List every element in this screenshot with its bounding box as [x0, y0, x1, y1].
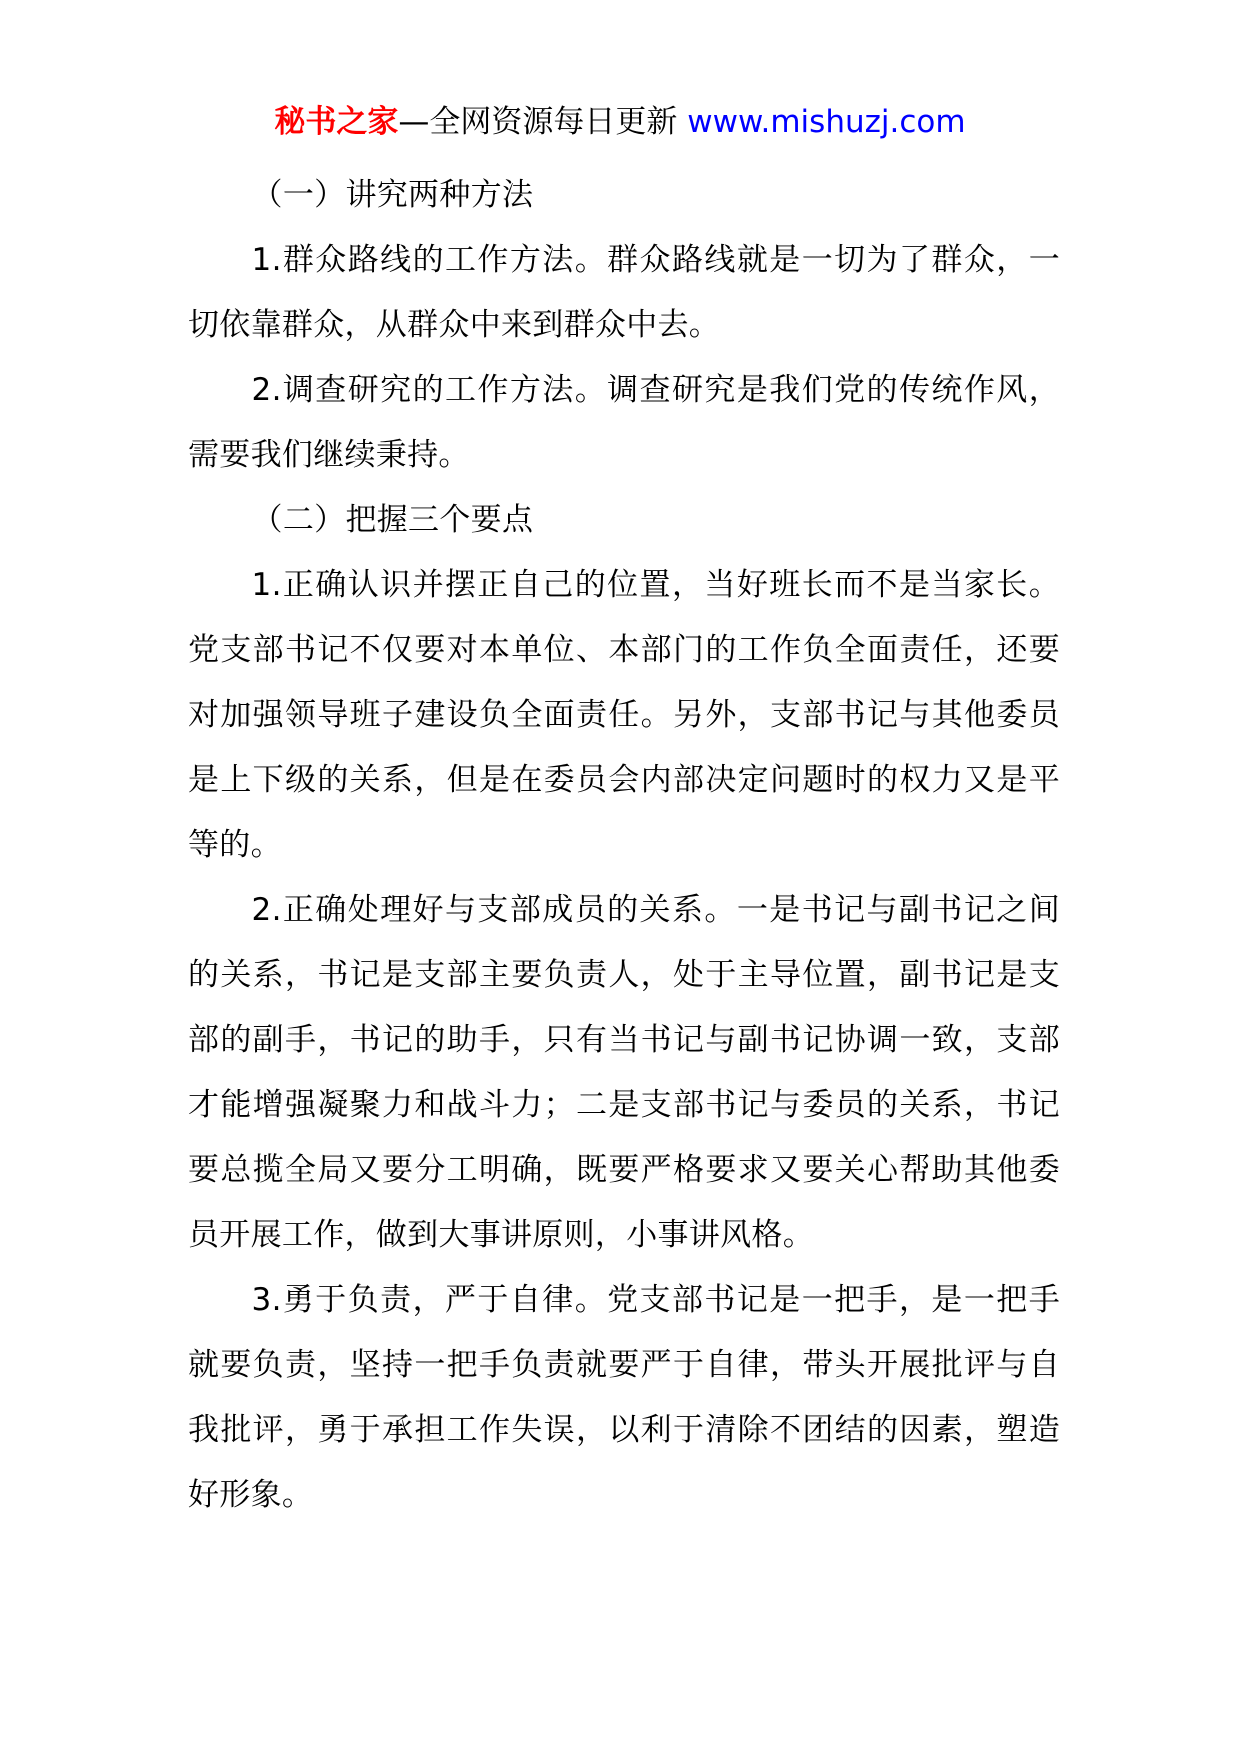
site-header	[0, 100, 1240, 144]
paragraph-position: 1.正确认识并摆正自己的位置，当好班长而不是当家长。党支部书记不仅要对本单位、本部门的工作负全面责任，还要对加强领导班子建设负全面责任。另外，支部书记与其他委员是上下级的关系，但是在委员会内部决定问题时的权力又是平等的。	[188, 567, 1060, 863]
site-url-link[interactable]: www.mishuzj.com	[687, 104, 966, 140]
paragraph-responsibility: 3.勇于负责，严于自律。党支部书记是一把手，是一把手就要负责，坚持一把手负责就要严于自律，带头开展批评与自我批评，勇于承担工作失误，以利于清除不团结的因素，塑造好形象。	[188, 1282, 1060, 1513]
section-heading-methods: （一）讲究两种方法	[251, 177, 534, 213]
header-slogan: —全网资源每日更新	[398, 104, 688, 140]
paragraph-investigation: 2.调查研究的工作方法。调查研究是我们党的传统作风，需要我们继续秉持。	[188, 372, 1060, 473]
paragraph-relationships: 2.正确处理好与支部成员的关系。一是书记与副书记之间的关系，书记是支部主要负责人，处于主导位置，副书记是支部的副手，书记的助手，只有当书记与副书记协调一致，支部才能增强凝聚力和战斗力；二是支部书记与委员的关系，书记要总揽全局又要分工明确，既要严格要求又要关心帮助其他委员开展工作，做到大事讲原则，小事讲风格。	[188, 892, 1060, 1253]
section-heading-key-points: （二）把握三个要点	[251, 502, 534, 538]
brand-name: 秘书之家	[274, 104, 399, 140]
document-body	[188, 163, 1060, 1528]
paragraph-mass-line: 1.群众路线的工作方法。群众路线就是一切为了群众，一切依靠群众，从群众中来到群众中去。	[188, 242, 1060, 343]
